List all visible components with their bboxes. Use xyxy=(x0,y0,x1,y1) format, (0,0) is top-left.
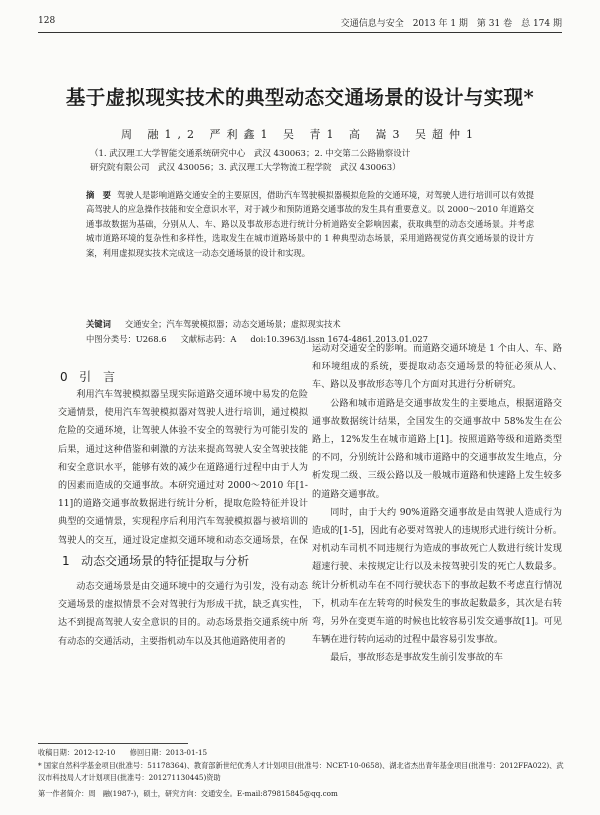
right-paragraph-4: 最后，事故形态是事故发生前引发事故的车 xyxy=(330,653,503,664)
running-head xyxy=(38,12,562,30)
section-0-heading xyxy=(60,368,115,385)
left-column-intro xyxy=(58,386,308,546)
section-0-number: 0 xyxy=(60,370,68,384)
keywords-line xyxy=(86,318,540,331)
journal-info: 交通信息与安全 2013 年 1 期 第 31 卷 总 174 期 xyxy=(340,19,562,29)
document-code: 文献标志码：A xyxy=(180,334,237,344)
section1-paragraph: 动态交通场景是由交通环境中的交通行为引发，没有动态交通场景的虚拟情景不会对驾驶行为形成干扰，缺乏真实性，达不到提高驾驶人安全意识的目的。动态场景指交通系统中所有动态的交通活动，主要指机动车以及其他道路使用者的 xyxy=(58,582,308,647)
left-column-section1 xyxy=(58,578,308,742)
affiliation-line-1: （1. 武汉理工大学智能交通系统研究中心 武汉 430063；2. 中交第二公路勘察设计 xyxy=(90,149,411,159)
right-paragraph-3: 同时，由于大约 90%道路交通事故是由驾驶人造成行为造成的[1-5]，因此有必要对驾驶人的违规形式进行统计分析。对机动车司机不同违规行为造成的事故死亡人数进行统计发现超速行驶、未按规定让行以及未按驾驶引发的死亡人数最多。统计分析机动车在不同行驶状态下的事故起数不考虑直行情况下，机动车在左转弯的时候发生的事故起数最多，其次是右转弯，另外在变更车道的时候也比较容易引发交通事故[1]。可见车辆在进行转向运动的过程中最容易引发事故。 xyxy=(312,507,562,646)
header-rule xyxy=(38,32,562,33)
footnote-author: 第一作者简介：周 融(1987-)，硕士，研究方向：交通安全。E-mail:879815845@qq.com xyxy=(38,789,338,798)
abstract-label: 摘 要 xyxy=(86,190,112,200)
section-0-title: 引 言 xyxy=(79,370,116,384)
right-paragraph-1: 运动对交通安全的影响。而道路交通环境是 1 个由人、车、路和环境组成的系统，要提取动态交通场景的特征必须从人、车、路以及事故形态等几个方面对其进行分析研究。 xyxy=(312,344,562,391)
footnote-received: 收稿日期：2012-12-10 修回日期：2013-01-15 xyxy=(38,748,208,757)
footnote-rule xyxy=(38,743,188,744)
section-1-number: 1 xyxy=(62,554,70,568)
page-number: 128 xyxy=(38,16,56,26)
right-paragraph-2: 公路和城市道路是交通事故发生的主要地点，根据道路交通事故数据统计结果，全国发生的交通事故中 58%发生在公路上，12%发生在城市道路上[1]。按照道路等级和道路类型的不同，分别统计公路和城市道路中的交通事故发生地点，分析发现二级、三级公路以及一般城市道路和快速路上发生较多的道路交通事故。 xyxy=(312,398,562,500)
affiliation-line-2: 研究院有限公司 武汉 430056；3. 武汉理工大学物流工程学院 武汉 430063） xyxy=(90,163,401,173)
section-1-title: 动态交通场景的特征提取与分析 xyxy=(81,554,250,568)
keywords-text: 交通安全；汽车驾驶模拟器；动态交通场景；虚拟现实技术 xyxy=(124,319,341,329)
footnote-fund: * 国家自然科学基金项目(批准号：51178364)、教育部新世纪优秀人才计划项目(批准号：NCET-10-0658)、湖北省杰出青年基金项目(批准号：2012FFA022)、武汉市科技局人才计划项目(批准号：201271130445)资助 xyxy=(38,761,564,782)
keywords-label: 关键词 xyxy=(86,319,111,329)
author-list: 周 融1,2 严利鑫1 吴 青1 高 嵩3 吴超仲1 xyxy=(121,128,479,141)
abstract-text: 驾驶人是影响道路交通安全的主要原因，借助汽车驾驶模拟器模拟危险的交通环境，对驾驶人进行培训可以有效提高驾驶人的应急操作技能和安全意识水平，对于减少和预防道路交通事故的发生具有重要意义。以 2000～2010 年道路交通事故数据为基础，分别从人、车、路以及事故形态进行统计分析道路安全影响因素，获取典型的动态交通场景。并考虑城市道路环境的复杂性和多样性，选取发生在城市道路场景中的 1 种典型动态场景，采用道路视觉仿真交通场景的设计方案，利用虚拟现实技术完成这一动态交通场景的设计和实现。 xyxy=(86,190,534,258)
clc-number: 中图分类号：U268.6 xyxy=(86,334,167,344)
doi: doi:10.3963/j.issn 1674-4861.2013.01.027 xyxy=(250,334,428,344)
section-1-heading xyxy=(62,552,249,569)
abstract-block xyxy=(86,188,534,260)
intro-paragraph: 利用汽车驾驶模拟器呈现实际道路交通环境中易发的危险交通情景，使用汽车驾驶模拟器对驾驶人进行培训，通过模拟危险的交通环境，让驾驶人体验不安全的驾驶行为可能引发的后果，通过这种借鉴和刺激的方法来提高驾驶人安全驾驶技能和安全意识水平，能够有效的减少在道路通行过程中由于人为的因素而造成的交通事故。本研究通过对 2000～2010 年[1-11]的道路交通事故数据进行统计分析，提取危险特征并设计典型的交通情景，实现程序后利用汽车驾驶模拟器与被培训的驾驶人的交互，通过设定虚拟交通环境和动态交通场景，在保 xyxy=(58,390,308,546)
paper-title: 基于虚拟现实技术的典型动态交通场景的设计与实现* xyxy=(65,86,535,109)
right-column xyxy=(312,340,562,742)
